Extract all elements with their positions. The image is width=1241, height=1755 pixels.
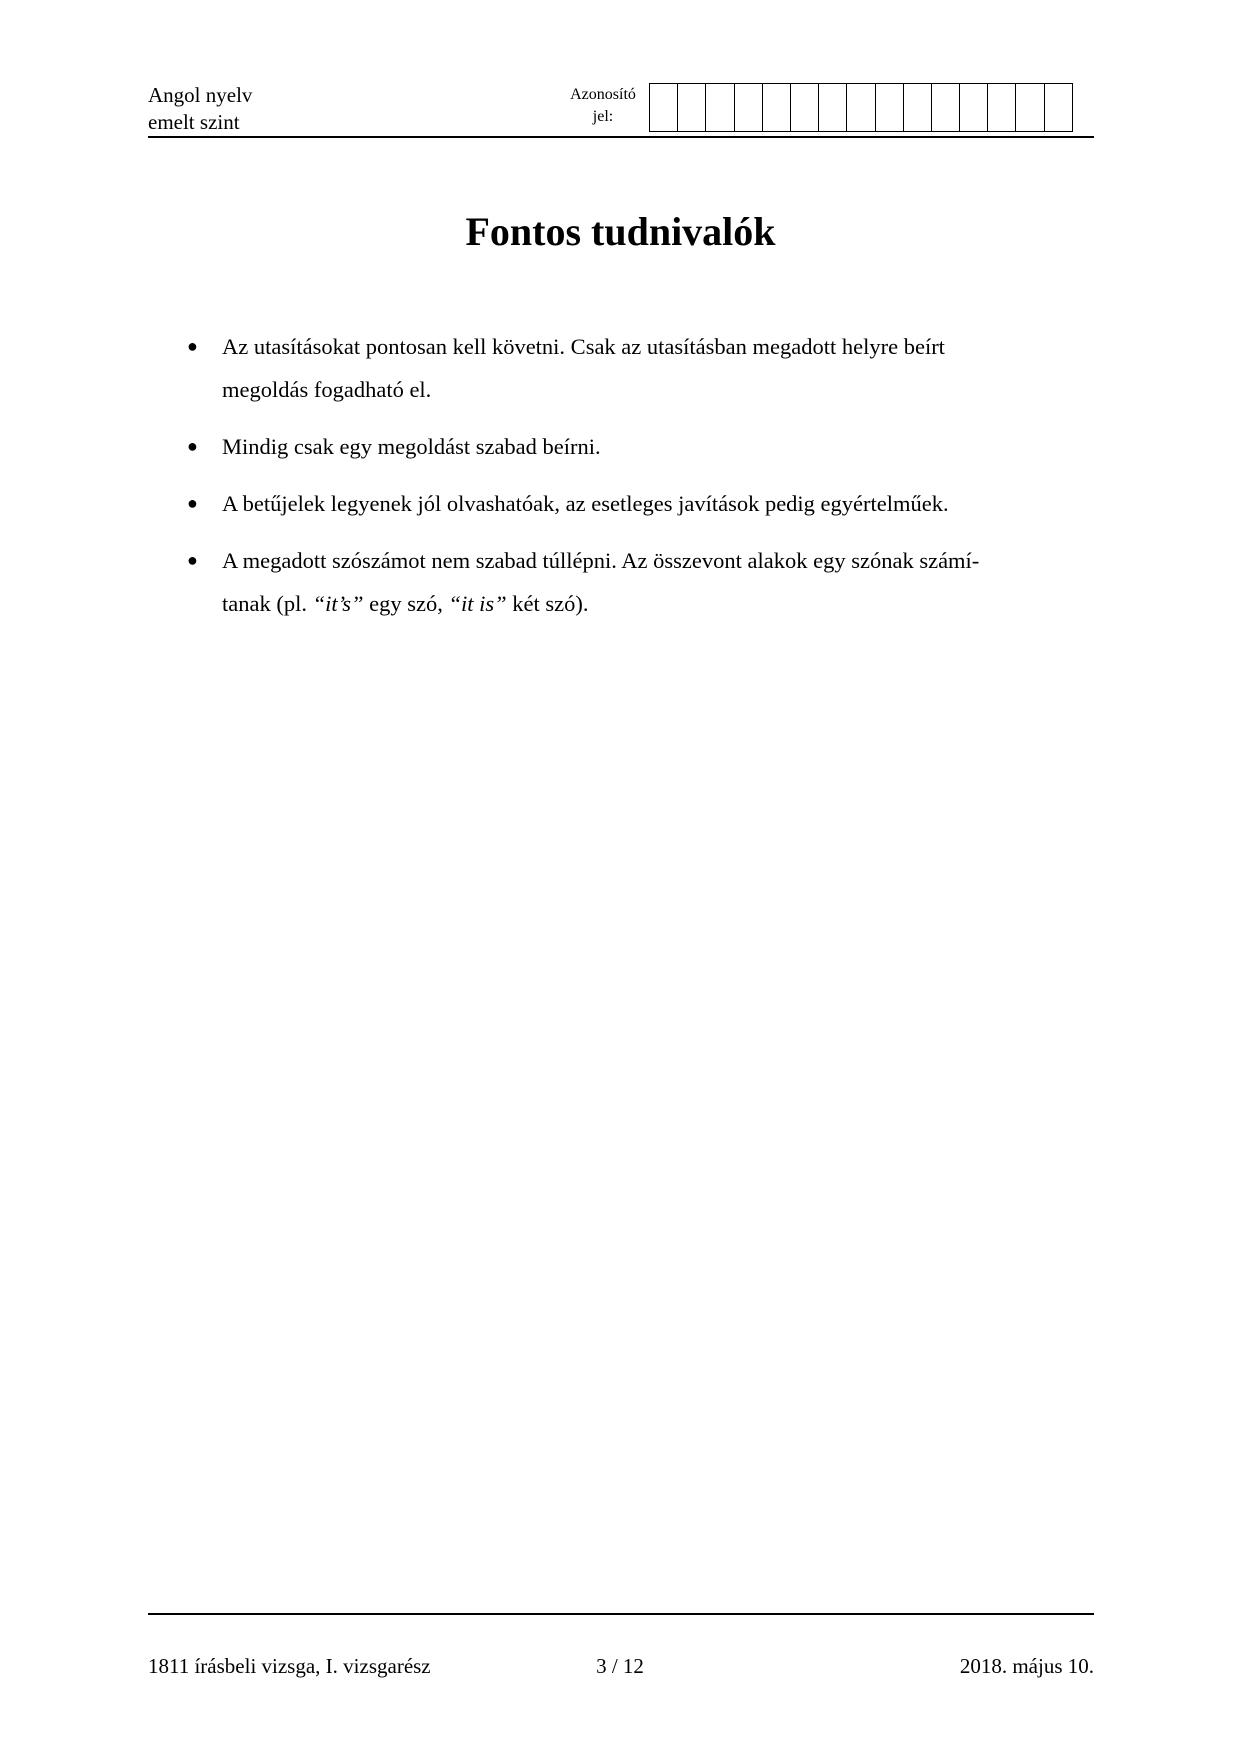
id-label-line2: jel:: [592, 108, 614, 125]
footer-rule: [148, 1613, 1094, 1615]
list-item: [187, 425, 1087, 468]
bullet-icon: ●: [187, 436, 198, 456]
bullet-icon: ●: [187, 336, 198, 356]
id-box[interactable]: [819, 84, 847, 131]
note-2-text: Mindig csak egy megoldást szabad beírni.: [222, 434, 601, 459]
list-item: [187, 482, 1087, 525]
id-box[interactable]: [876, 84, 904, 131]
bullet-icon: ●: [187, 493, 198, 513]
id-box[interactable]: [1045, 84, 1073, 131]
note-4-line2-prefix: tanak (pl.: [222, 591, 307, 616]
footer-exam-label: 1811 írásbeli vizsga, I. vizsgarész: [148, 1654, 431, 1678]
note-1-line2: megoldás fogadható el.: [222, 377, 432, 402]
id-label: [556, 84, 650, 128]
note-3-text: A betűjelek legyenek jól olvashatóak, az esetleges javítások pedig egyértelműek.: [222, 491, 949, 516]
header-rule: [148, 136, 1094, 138]
id-box[interactable]: [706, 84, 734, 131]
notes-list: [187, 325, 1087, 639]
page-title: Fontos tudnivalók: [465, 209, 776, 254]
id-box[interactable]: [847, 84, 875, 131]
header-subject-block: [148, 82, 252, 136]
note-4-line1: A megadott szószámot nem szabad túllépni. Az összevont alakok egy szónak számí-: [222, 548, 980, 573]
level-label: emelt szint: [148, 110, 240, 134]
list-item: [187, 325, 1087, 411]
id-box[interactable]: [988, 84, 1016, 131]
id-label-line1: Azonosító: [570, 86, 636, 103]
bullet-icon: ●: [187, 550, 198, 570]
id-boxes: [649, 83, 1073, 132]
note-1-line1: Az utasításokat pontosan kell követni. Csak az utasításban megadott helyre beírt: [222, 334, 945, 359]
id-box[interactable]: [650, 84, 678, 131]
id-box[interactable]: [678, 84, 706, 131]
id-box[interactable]: [904, 84, 932, 131]
note-4-middle: egy szó,: [369, 591, 443, 616]
note-4-example2: “it is”: [448, 591, 507, 616]
id-box[interactable]: [763, 84, 791, 131]
id-box[interactable]: [960, 84, 988, 131]
note-4-example1: “it’s”: [312, 591, 364, 616]
subject-label: Angol nyelv: [148, 83, 253, 107]
list-item: [187, 539, 1087, 625]
id-box[interactable]: [1016, 84, 1044, 131]
id-box[interactable]: [791, 84, 819, 131]
footer-date: 2018. május 10.: [959, 1654, 1094, 1678]
id-box[interactable]: [735, 84, 763, 131]
id-box[interactable]: [932, 84, 960, 131]
note-4-suffix: két szó).: [512, 591, 589, 616]
footer-page-number: 3 / 12: [596, 1654, 644, 1678]
